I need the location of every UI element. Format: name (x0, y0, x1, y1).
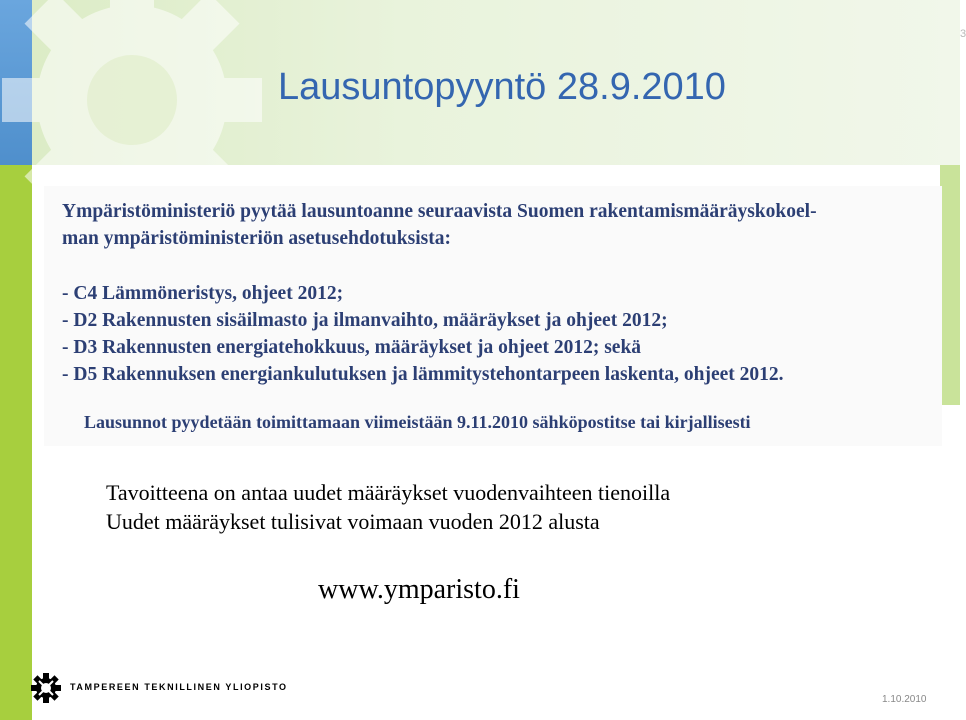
list-item: - D5 Rakennuksen energiankulutuksen ja lämmitystehontarpeen laskenta, ohjeet 2012. (62, 364, 784, 385)
deadline-note: Lausunnot pyydetään toimittamaan viimeistään 9.11.2010 sähköpostitse tai kirjallisesti (84, 412, 751, 432)
body-text (106, 478, 670, 536)
scanned-letter-excerpt (44, 186, 942, 446)
list-item: - D3 Rakennusten energiatehokkuus, määräykset ja ohjeet 2012; sekä (62, 337, 642, 358)
university-name: TAMPEREEN TEKNILLINEN YLIOPISTO (70, 682, 288, 692)
list-item: - D2 Rakennusten sisäilmasto ja ilmanvaihto, määräykset ja ohjeet 2012; (62, 310, 668, 331)
slide-title: Lausuntopyyntö 28.9.2010 (278, 66, 726, 108)
slide-number: 3 (960, 28, 966, 40)
slide-date: 1.10.2010 (882, 694, 927, 705)
website-link[interactable]: www.ymparisto.fi (318, 574, 520, 605)
right-accent-band (940, 165, 960, 405)
university-logo (30, 668, 288, 708)
scan-intro-line: Ympäristöministeriö pyytää lausuntoanne seuraavista Suomen rakentamismääräyskokoel- (62, 201, 817, 222)
scan-intro (62, 198, 932, 252)
list-item: - C4 Lämmöneristys, ohjeet 2012; (62, 283, 344, 304)
regulation-list (62, 280, 784, 388)
scan-intro-line: man ympäristöministeriön asetusehdotuksista: (62, 228, 451, 249)
university-gear-logo-icon (30, 672, 62, 704)
body-line: Tavoitteena on antaa uudet määräykset vuodenvaihteen tienoilla (106, 480, 671, 505)
body-line: Uudet määräykset tulisivat voimaan vuoden 2012 alusta (106, 509, 600, 534)
